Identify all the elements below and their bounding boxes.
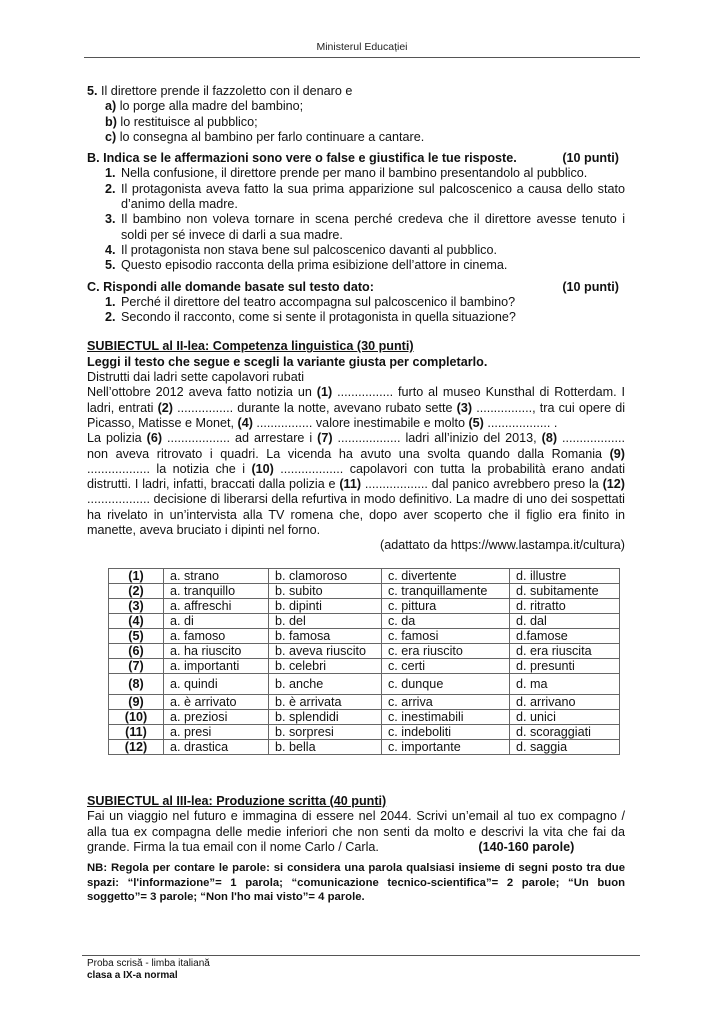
option-c: c. era riuscito (382, 644, 510, 659)
blank-number: (12) (109, 740, 164, 755)
option-a: a. di (164, 614, 269, 629)
blank-number: (1) (109, 569, 164, 584)
paragraph-text: .................. decisione di liberarsi della refurtiva in modo definitivo. La madre di uno dei sospettati ha rivelato in un’intervista alla TV romena che, dopo aver scoperto che il figlio era finito in manette, aveva bruciato i dipinti nel forno. (87, 492, 625, 538)
blank-number: (7) (317, 431, 333, 446)
section-c-item (87, 295, 625, 310)
option-b (87, 115, 625, 130)
blank-number: (12) (602, 477, 626, 492)
item-number: 1. (105, 294, 116, 309)
option-b: b. aveva riuscito (269, 644, 382, 659)
option-c: c. pittura (382, 599, 510, 614)
option-d: d. dal (510, 614, 620, 629)
option-text: lo restituisce al pubblico; (120, 114, 258, 129)
options-row (109, 710, 620, 725)
option-c: c. famosi (382, 629, 510, 644)
paragraph-text: .................. la notizia che i (87, 461, 252, 476)
paragraph-text: ................ valore inestimabile e molto (252, 415, 469, 430)
footer-exam-name: Proba scrisă - limba italiană (87, 958, 210, 969)
section-b-item (87, 212, 625, 243)
item-number: 4. (105, 242, 116, 257)
option-text: lo porge alla madre del bambino; (119, 99, 304, 114)
option-d: d.famose (510, 629, 620, 644)
paragraph-text: Nell’ottobre 2012 aveva fatto notizia un (87, 385, 317, 400)
blank-number: (4) (237, 415, 253, 430)
section-b-item (87, 258, 625, 273)
writing-task-text: Fai un viaggio nel futuro e immagina di essere nel 2044. Scrivi un’email al tuo ex compagno / alla tua ex compagna delle medie inferiori che non senti da molto e descrivi la vita che fai da grande. Firma la tua email con il nome Carlo / Carla. (87, 809, 625, 854)
blank-number: (8) (541, 431, 558, 446)
paragraph-text: .................. dal panico avrebbero preso la (361, 477, 603, 492)
option-a (87, 99, 625, 114)
option-a: a. preziosi (164, 710, 269, 725)
blank-number: (9) (609, 446, 625, 461)
options-row (109, 614, 620, 629)
option-a: a. quindi (164, 674, 269, 695)
option-d: d. subitamente (510, 584, 620, 599)
option-a: a. importanti (164, 659, 269, 674)
blank-number: (2) (109, 584, 164, 599)
option-letter: b) (105, 114, 117, 129)
option-a: a. ha riuscito (164, 644, 269, 659)
blank-number: (7) (109, 659, 164, 674)
option-a: a. drastica (164, 740, 269, 755)
option-letter: c) (105, 129, 117, 144)
blank-number: (11) (109, 725, 164, 740)
options-row (109, 599, 620, 614)
option-b: b. celebri (269, 659, 382, 674)
paragraph-text: .................. . (483, 415, 558, 430)
section-c-item (87, 310, 625, 325)
footer-rule (82, 955, 640, 956)
header-rule (84, 57, 640, 58)
option-b: b. dipinti (269, 599, 382, 614)
option-d: d. unici (510, 710, 620, 725)
paragraph-text: .................. capolavori con tutta la probabilità erano andati distrutti. I ladri, infatti, braccati dalla polizia e (87, 461, 625, 492)
option-c: c. tranquillamente (382, 584, 510, 599)
section-b-item (87, 166, 625, 181)
option-c: c. inestimabili (382, 710, 510, 725)
section-c-title: C. Rispondi alle domande basate sul testo dato: (87, 279, 374, 294)
text-title: Distrutti dai ladri sette capolavori rubati (87, 370, 304, 385)
options-row (109, 569, 620, 584)
blank-number: (9) (109, 695, 164, 710)
section-c-heading (87, 280, 625, 295)
subiect-3 (87, 794, 625, 905)
item-number: 2. (105, 181, 116, 196)
options-row (109, 674, 620, 695)
section-b-points: (10 punti) (562, 151, 619, 166)
word-count-requirement: (140-160 parole) (478, 839, 575, 854)
option-c (87, 130, 625, 145)
options-table (108, 568, 620, 755)
option-a: a. è arrivato (164, 695, 269, 710)
option-b: b. sorpresi (269, 725, 382, 740)
option-c: c. divertente (382, 569, 510, 584)
option-b: b. splendidi (269, 710, 382, 725)
question-stem: Il direttore prende il fazzoletto con il denaro e (101, 84, 353, 98)
source-citation: (adattato da https://www.lastampa.it/cultura) (380, 538, 625, 553)
blank-number: (3) (109, 599, 164, 614)
blank-number: (8) (109, 674, 164, 695)
option-b: b. è arrivata (269, 695, 382, 710)
option-d: d. presunti (510, 659, 620, 674)
option-d: d. ritratto (510, 599, 620, 614)
option-letter: a) (105, 99, 117, 114)
option-c: c. certi (382, 659, 510, 674)
section-b-heading (87, 151, 625, 166)
option-c: c. indeboliti (382, 725, 510, 740)
section-b-title: B. Indica se le affermazioni sono vere o false e giustifica le tue risposte. (87, 151, 517, 166)
option-d: d. scoraggiati (510, 725, 620, 740)
blank-number: (10) (251, 461, 274, 476)
question-5 (87, 84, 625, 99)
blank-number: (5) (109, 629, 164, 644)
option-d: d. arrivano (510, 695, 620, 710)
options-row (109, 659, 620, 674)
option-d: d. illustre (510, 569, 620, 584)
section-b-item (87, 182, 625, 213)
option-d: d. era riuscita (510, 644, 620, 659)
blank-number: (6) (109, 644, 164, 659)
option-b: b. del (269, 614, 382, 629)
cloze-paragraph-2 (87, 431, 625, 538)
paragraph-text: .................. non aveva ritrovato i quadri. La vicenda ha avuto una svolta quando dalla Romania (87, 431, 625, 461)
subiect-3-heading: SUBIECTUL al III-lea: Produzione scritta (40 punti) (87, 794, 387, 808)
blank-number: (1) (316, 385, 333, 400)
option-b: b. famosa (269, 629, 382, 644)
item-text: Il protagonista non stava bene sul palcoscenico davanti al pubblico. (121, 242, 497, 257)
item-text: Il bambino non voleva tornare in scena perché credeva che il direttore avesse tenuto i soldi per sé invece di darli a sua madre. (121, 212, 625, 242)
blank-number: (6) (146, 431, 163, 446)
option-a: a. famoso (164, 629, 269, 644)
blank-number: (5) (468, 415, 484, 430)
item-number: 1. (105, 166, 116, 181)
item-text: Il protagonista aveva fatto la sua prima apparizione sul palcoscenico a causa dello stato d’animo della madre. (121, 181, 625, 212)
section-c-points: (10 punti) (562, 279, 619, 294)
blank-number: (10) (109, 710, 164, 725)
option-a: a. tranquillo (164, 584, 269, 599)
cloze-paragraph-1 (87, 385, 625, 431)
blank-number: (3) (456, 400, 473, 415)
options-row (109, 644, 620, 659)
options-row (109, 725, 620, 740)
option-c: c. importante (382, 740, 510, 755)
paragraph-text: La polizia (87, 431, 147, 446)
options-row (109, 740, 620, 755)
option-c: c. dunque (382, 674, 510, 695)
blank-number: (2) (157, 400, 173, 415)
page-footer (87, 958, 210, 982)
option-a: a. presi (164, 725, 269, 740)
section-b-item (87, 243, 625, 258)
paragraph-text: ................, tra cui opere di Picasso, Matisse e Monet, (87, 400, 626, 430)
option-b: b. anche (269, 674, 382, 695)
option-c: c. arriva (382, 695, 510, 710)
exam-content (87, 84, 625, 554)
option-d: d. saggia (510, 740, 620, 755)
page-header-title: Ministerul Educației (316, 41, 408, 53)
option-d: d. ma (510, 674, 620, 695)
blank-number: (11) (339, 477, 362, 492)
item-text: Perché il direttore del teatro accompagna sul palcoscenico il bambino? (121, 294, 516, 309)
item-text: Nella confusione, il direttore prende per mano il bambino presentandolo al pubblico. (121, 166, 588, 181)
item-number: 5. (105, 258, 116, 273)
subiect-2-heading: SUBIECTUL al II-lea: Competenza linguistica (30 punti) (87, 339, 414, 354)
paragraph-text: .................. ladri all’inizio del 2013, (332, 431, 542, 446)
word-count-note: NB: Regola per contare le parole: si considera una parola qualsiasi insieme di segni posto tra due spazi: “l'informazione”= 1 parola; “comunicazione tecnico-scientifica”= 2 parole; “Un buon soggetto”= 3 parole; “Non l'ho mai visto”= 4 parole. (87, 862, 625, 904)
option-b: b. subito (269, 584, 382, 599)
subiect-2-instruction: Leggi il testo che segue e scegli la variante giusta per completarlo. (87, 354, 488, 369)
blank-number: (4) (109, 614, 164, 629)
option-a: a. affreschi (164, 599, 269, 614)
options-row (109, 695, 620, 710)
options-row (109, 584, 620, 599)
paragraph-text: ................ furto al museo Kunsthal di Rotterdam. I ladri, entrati (87, 385, 625, 415)
writing-task (87, 809, 625, 855)
footer-class: clasa a IX-a normal (87, 970, 178, 981)
item-number: 2. (105, 310, 116, 325)
option-c: c. da (382, 614, 510, 629)
item-number: 3. (105, 212, 116, 227)
option-text: lo consegna al bambino per farlo continuare a cantare. (119, 129, 425, 144)
paragraph-text: .................. ad arrestare i (162, 431, 318, 446)
item-text: Questo episodio racconta della prima esibizione dell’attore in cinema. (121, 258, 508, 273)
paragraph-text: ................ durante la notte, avevano rubato sette (172, 400, 457, 415)
question-number: 5. (87, 84, 98, 98)
option-b: b. bella (269, 740, 382, 755)
options-row (109, 629, 620, 644)
item-text: Secondo il racconto, come si sente il protagonista in quella situazione? (121, 310, 516, 325)
option-a: a. strano (164, 569, 269, 584)
option-b: b. clamoroso (269, 569, 382, 584)
